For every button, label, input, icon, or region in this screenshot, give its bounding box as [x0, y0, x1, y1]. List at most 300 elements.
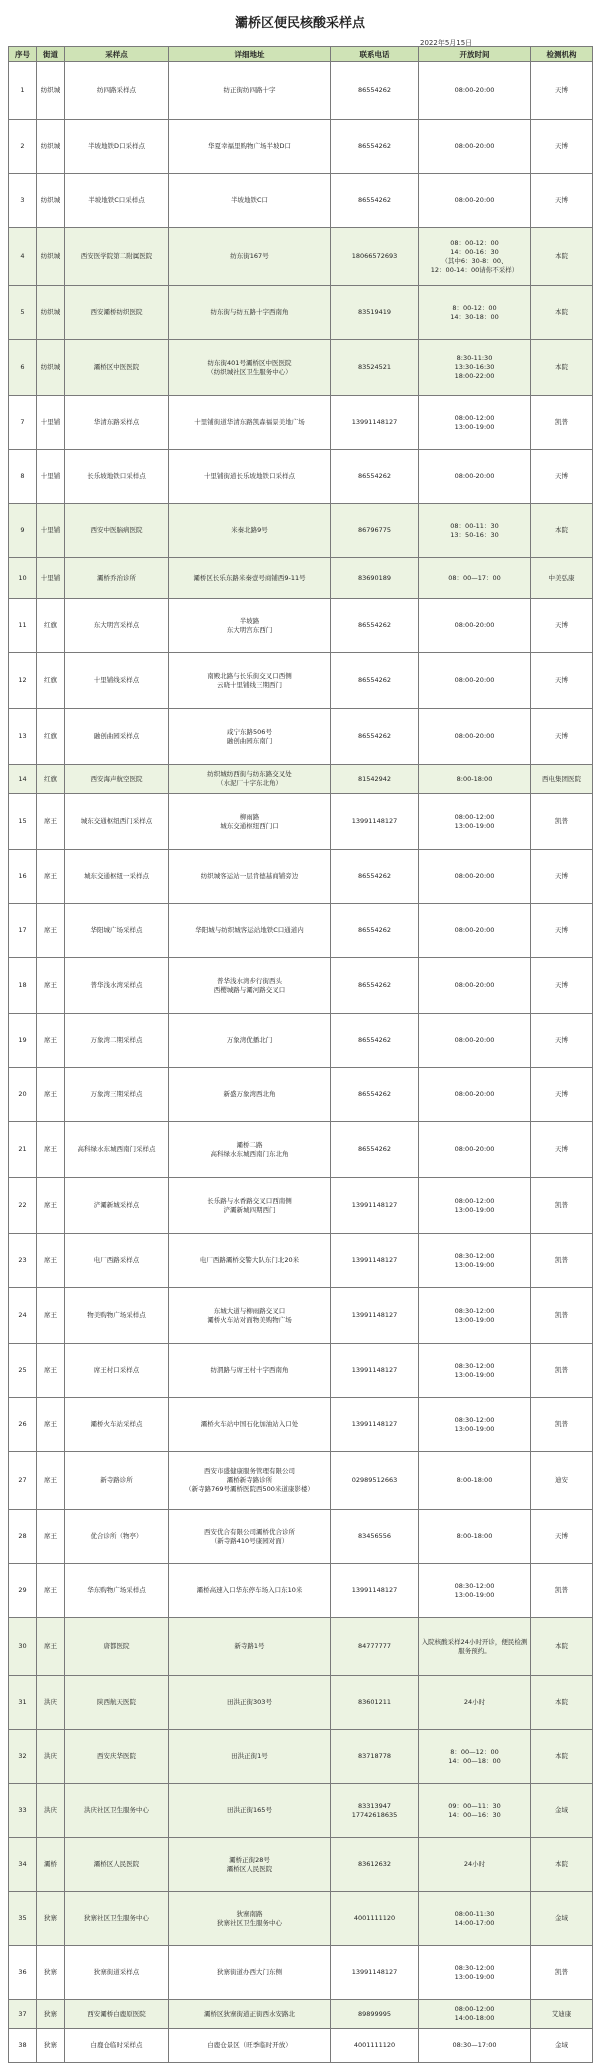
- row-phone: 83313947 17742618635: [331, 1784, 419, 1838]
- row-street: 席王: [37, 1014, 65, 1068]
- row-street: 席王: [37, 1068, 65, 1122]
- row-street: 席王: [37, 1510, 65, 1564]
- row-number: 37: [9, 2000, 37, 2029]
- table-row: [9, 765, 593, 794]
- row-phone: 86554262: [331, 120, 419, 174]
- row-hours: 8:00-18:00: [419, 765, 531, 794]
- row-address: 西安市盛健康服务管理有限公司 灞桥新寺路诊所 （新寺路769号灞桥医院西500米道康影楼）: [169, 1452, 331, 1510]
- row-phone: 86554262: [331, 850, 419, 904]
- row-site-name: 物美购物广场采样点: [65, 1288, 169, 1344]
- row-address: 普华浅水湾步行街西头 西樱城路与灞河路交叉口: [169, 958, 331, 1014]
- row-lab: 金域: [531, 1784, 593, 1838]
- row-hours: 08:00-12:00 13:00-19:00: [419, 396, 531, 450]
- table-row: [9, 653, 593, 709]
- row-address: 纺渭路与席王村十字西南角: [169, 1344, 331, 1398]
- row-hours: 08:30-12:00 13:00-19:00: [419, 1344, 531, 1398]
- table-row: [9, 794, 593, 850]
- row-hours: 08:30-12:00 13:00-19:00: [419, 1234, 531, 1288]
- row-phone: 18066572693: [331, 228, 419, 286]
- row-lab: 凯普: [531, 1344, 593, 1398]
- row-number: 12: [9, 653, 37, 709]
- row-site-name: 长乐坡地铁口采样点: [65, 450, 169, 504]
- row-lab: 本院: [531, 1838, 593, 1892]
- row-phone: 83690189: [331, 558, 419, 599]
- row-address: 白鹿仓景区（旺季临时开放）: [169, 2029, 331, 2063]
- row-street: 纺织城: [37, 120, 65, 174]
- row-street: 席王: [37, 1398, 65, 1452]
- row-hours: 8:00-18:00: [419, 1452, 531, 1510]
- row-phone: 13991148127: [331, 1234, 419, 1288]
- row-hours: 08:00-12:00 13:00-19:00: [419, 794, 531, 850]
- row-hours: 08：00-11：30 13：50-16：30: [419, 504, 531, 558]
- table-row: [9, 62, 593, 120]
- row-phone: 13991148127: [331, 396, 419, 450]
- row-phone: 86554262: [331, 653, 419, 709]
- row-hours: 08：00-12：00 14：00-16：30 （其中6：30-8：00、 12：00-14：00请你不采样）: [419, 228, 531, 286]
- row-hours: 08：00—17：00: [419, 558, 531, 599]
- row-site-name: 洪庆社区卫生服务中心: [65, 1784, 169, 1838]
- row-address: 半坡地铁C口: [169, 174, 331, 228]
- row-number: 23: [9, 1234, 37, 1288]
- row-site-name: 白鹿仓临时采样点: [65, 2029, 169, 2063]
- row-lab: 天博: [531, 709, 593, 765]
- row-site-name: 华东购物广场采样点: [65, 1564, 169, 1618]
- row-site-name: 席王村口采样点: [65, 1344, 169, 1398]
- row-number: 24: [9, 1288, 37, 1344]
- row-phone: 83612632: [331, 1838, 419, 1892]
- row-site-name: 新寺路诊所: [65, 1452, 169, 1510]
- row-street: 席王: [37, 1618, 65, 1676]
- row-phone: 83524521: [331, 340, 419, 396]
- row-site-name: 半坡地铁D口采样点: [65, 120, 169, 174]
- row-number: 10: [9, 558, 37, 599]
- row-address: 东城大道与柳雨路交叉口 灞桥火车站对面物美购物广场: [169, 1288, 331, 1344]
- row-hours: 08:00-20:00: [419, 1068, 531, 1122]
- row-address: 田洪正街1号: [169, 1730, 331, 1784]
- row-street: 洪庆: [37, 1784, 65, 1838]
- row-number: 25: [9, 1344, 37, 1398]
- row-street: 席王: [37, 1452, 65, 1510]
- table-row: [9, 1068, 593, 1122]
- row-site-name: 融创曲园采样点: [65, 709, 169, 765]
- row-hours: 08:00-12:00 13:00-19:00: [419, 1178, 531, 1234]
- row-phone: 86554262: [331, 1068, 419, 1122]
- row-address: 电厂西路灞桥交警大队东门北20米: [169, 1234, 331, 1288]
- row-lab: 天博: [531, 1068, 593, 1122]
- row-phone: 86554262: [331, 174, 419, 228]
- row-lab: 艾迪康: [531, 2000, 593, 2029]
- table-row: [9, 709, 593, 765]
- row-hours: 08:00-20:00: [419, 958, 531, 1014]
- row-lab: 本院: [531, 1730, 593, 1784]
- row-street: 洪庆: [37, 1730, 65, 1784]
- row-number: 14: [9, 765, 37, 794]
- row-number: 28: [9, 1510, 37, 1564]
- row-hours: 08:00-20:00: [419, 174, 531, 228]
- row-address: 华阳城与纺织城客运站地铁C口通道内: [169, 904, 331, 958]
- row-site-name: 西安医学院第二附属医院: [65, 228, 169, 286]
- row-phone: 13991148127: [331, 1178, 419, 1234]
- table-row: [9, 1892, 593, 1946]
- row-site-name: 华清东路采样点: [65, 396, 169, 450]
- table-row: [9, 1122, 593, 1178]
- row-street: 红旗: [37, 709, 65, 765]
- row-street: 十里铺: [37, 504, 65, 558]
- row-hours: 08:00-20:00: [419, 450, 531, 504]
- row-hours: 24小时: [419, 1676, 531, 1730]
- row-site-name: 万象湾三期采样点: [65, 1068, 169, 1122]
- row-phone: 86554262: [331, 62, 419, 120]
- row-address: 长乐路与水香路交叉口西南侧 浐灞新城四期西门: [169, 1178, 331, 1234]
- row-lab: 本院: [531, 1618, 593, 1676]
- table-row: [9, 286, 593, 340]
- row-phone: 86554262: [331, 709, 419, 765]
- row-hours: 08:00-20:00: [419, 709, 531, 765]
- row-phone: 86796775: [331, 504, 419, 558]
- row-address: 纺织城纺西街与纺东路交叉处 （水泥厂十字东北角）: [169, 765, 331, 794]
- row-site-name: 东大明宫采样点: [65, 599, 169, 653]
- header-cell: 详细地址: [169, 47, 331, 62]
- row-phone: 83456556: [331, 1510, 419, 1564]
- row-address: 南殿北路与长乐街交叉口西侧 云晓十里铺线三期西门: [169, 653, 331, 709]
- row-street: 席王: [37, 1564, 65, 1618]
- row-street: 席王: [37, 794, 65, 850]
- row-site-name: 城东交通枢纽一采样点: [65, 850, 169, 904]
- table-row: [9, 558, 593, 599]
- row-address: 十里铺街道长乐坡地铁口采样点: [169, 450, 331, 504]
- row-phone: 4001111120: [331, 2029, 419, 2063]
- row-phone: 02989512663: [331, 1452, 419, 1510]
- row-lab: 凯普: [531, 1564, 593, 1618]
- row-address: 灞桥区狄寨街道正街西水安路北: [169, 2000, 331, 2029]
- row-address: 纺东街与纺五路十字西南角: [169, 286, 331, 340]
- row-lab: 凯普: [531, 1398, 593, 1452]
- row-street: 狄寨: [37, 1946, 65, 2000]
- row-phone: 83519419: [331, 286, 419, 340]
- row-hours: 08:00-20:00: [419, 850, 531, 904]
- row-site-name: 灞桥区人民医院: [65, 1838, 169, 1892]
- row-hours: 08:00-12:00 14:00-18:00: [419, 2000, 531, 2029]
- table-header-row: [9, 47, 593, 62]
- row-street: 灞桥: [37, 1838, 65, 1892]
- table-row: [9, 1946, 593, 2000]
- row-number: 2: [9, 120, 37, 174]
- table-row: [9, 2029, 593, 2063]
- row-number: 27: [9, 1452, 37, 1510]
- table-row: [9, 1510, 593, 1564]
- row-number: 16: [9, 850, 37, 904]
- row-address: 华夏幸福里购物广场半坡D口: [169, 120, 331, 174]
- row-address: 灞桥高速入口华东停车场入口东10米: [169, 1564, 331, 1618]
- row-street: 十里铺: [37, 450, 65, 504]
- row-address: 纺东街401号灞桥区中医医院 （纺织城社区卫生服务中心）: [169, 340, 331, 396]
- row-number: 15: [9, 794, 37, 850]
- row-hours: 08:00-20:00: [419, 120, 531, 174]
- row-lab: 本院: [531, 340, 593, 396]
- row-number: 34: [9, 1838, 37, 1892]
- row-phone: 13991148127: [331, 794, 419, 850]
- row-number: 30: [9, 1618, 37, 1676]
- row-site-name: 唐都医院: [65, 1618, 169, 1676]
- row-site-name: 十里铺线采样点: [65, 653, 169, 709]
- row-phone: 13991148127: [331, 1946, 419, 2000]
- sampling-sites-table: [8, 46, 593, 2063]
- row-street: 席王: [37, 1234, 65, 1288]
- row-number: 6: [9, 340, 37, 396]
- table-row: [9, 1730, 593, 1784]
- table-row: [9, 504, 593, 558]
- row-lab: 中美弘康: [531, 558, 593, 599]
- row-address: 灞桥正街28号 灞桥区人民医院: [169, 1838, 331, 1892]
- row-lab: 凯普: [531, 1178, 593, 1234]
- table-row: [9, 1838, 593, 1892]
- row-street: 红旗: [37, 599, 65, 653]
- row-lab: 凯普: [531, 396, 593, 450]
- row-street: 席王: [37, 1122, 65, 1178]
- table-row: [9, 1398, 593, 1452]
- row-street: 十里铺: [37, 558, 65, 599]
- table-row: [9, 1014, 593, 1068]
- table-row: [9, 958, 593, 1014]
- row-site-name: 华阳城广场采样点: [65, 904, 169, 958]
- table-body: [9, 62, 593, 2063]
- row-site-name: 灞桥乔治诊所: [65, 558, 169, 599]
- row-phone: 13991148127: [331, 1564, 419, 1618]
- row-hours: 08:00-20:00: [419, 1014, 531, 1068]
- row-phone: 83601211: [331, 1676, 419, 1730]
- table-row: [9, 174, 593, 228]
- row-lab: 天博: [531, 450, 593, 504]
- row-hours: 8:00-18:00: [419, 1510, 531, 1564]
- row-phone: 86554262: [331, 958, 419, 1014]
- row-address: 纺东街167号: [169, 228, 331, 286]
- table-row: [9, 340, 593, 396]
- row-address: 纺织城客运站一层肯德基商铺旁边: [169, 850, 331, 904]
- row-address: 灞桥二路 高科绿水东城西南门东北角: [169, 1122, 331, 1178]
- row-street: 洪庆: [37, 1676, 65, 1730]
- table-row: [9, 1784, 593, 1838]
- row-number: 9: [9, 504, 37, 558]
- row-site-name: 灞桥火车站采样点: [65, 1398, 169, 1452]
- table-row: [9, 850, 593, 904]
- row-number: 11: [9, 599, 37, 653]
- row-street: 席王: [37, 904, 65, 958]
- row-number: 1: [9, 62, 37, 120]
- row-hours: 08:30-12:00 13:00-19:00: [419, 1564, 531, 1618]
- row-street: 席王: [37, 1178, 65, 1234]
- row-street: 红旗: [37, 765, 65, 794]
- row-lab: 天博: [531, 599, 593, 653]
- row-street: 狄寨: [37, 1892, 65, 1946]
- row-number: 38: [9, 2029, 37, 2063]
- row-street: 纺织城: [37, 286, 65, 340]
- row-lab: 天博: [531, 62, 593, 120]
- document-date: 2022年5月15日: [420, 39, 473, 47]
- row-number: 26: [9, 1398, 37, 1452]
- row-lab: 金域: [531, 1892, 593, 1946]
- row-lab: 天博: [531, 1510, 593, 1564]
- table-row: [9, 1564, 593, 1618]
- row-site-name: 狄寨社区卫生服务中心: [65, 1892, 169, 1946]
- row-street: 席王: [37, 1344, 65, 1398]
- row-address: 纺正街纺四路十字: [169, 62, 331, 120]
- header-cell: 街道: [37, 47, 65, 62]
- table-row: [9, 1676, 593, 1730]
- row-lab: 凯普: [531, 1234, 593, 1288]
- row-lab: 凯普: [531, 794, 593, 850]
- row-site-name: 西安海声航空医院: [65, 765, 169, 794]
- row-number: 31: [9, 1676, 37, 1730]
- table-row: [9, 599, 593, 653]
- row-hours: 08:00-20:00: [419, 62, 531, 120]
- row-number: 21: [9, 1122, 37, 1178]
- row-number: 17: [9, 904, 37, 958]
- table-row: [9, 228, 593, 286]
- row-phone: 81542942: [331, 765, 419, 794]
- header-cell: 开放时间: [419, 47, 531, 62]
- row-phone: 84777777: [331, 1618, 419, 1676]
- row-lab: 天博: [531, 174, 593, 228]
- row-address: 田洪正街165号: [169, 1784, 331, 1838]
- row-site-name: 西安中医脑病医院: [65, 504, 169, 558]
- row-number: 5: [9, 286, 37, 340]
- row-street: 纺织城: [37, 340, 65, 396]
- row-street: 席王: [37, 958, 65, 1014]
- row-number: 19: [9, 1014, 37, 1068]
- row-hours: 08:00-20:00: [419, 653, 531, 709]
- row-address: 西安优合有限公司灞桥优合诊所 （新寺路410号康园对面）: [169, 1510, 331, 1564]
- table-row: [9, 396, 593, 450]
- table-row: [9, 1344, 593, 1398]
- row-lab: 本院: [531, 504, 593, 558]
- row-address: 田洪正街303号: [169, 1676, 331, 1730]
- row-site-name: 万象湾二期采样点: [65, 1014, 169, 1068]
- header-cell: 检测机构: [531, 47, 593, 62]
- row-site-name: 优合诊所（物亭）: [65, 1510, 169, 1564]
- row-lab: 天博: [531, 958, 593, 1014]
- row-site-name: 城东交通枢纽西门采样点: [65, 794, 169, 850]
- row-address: 柳雨路 城东交通枢纽西门口: [169, 794, 331, 850]
- row-lab: 本院: [531, 228, 593, 286]
- row-number: 3: [9, 174, 37, 228]
- row-address: 咸宁东路506号 融创曲园东南门: [169, 709, 331, 765]
- table-row: [9, 904, 593, 958]
- row-street: 纺织城: [37, 228, 65, 286]
- row-lab: 本院: [531, 286, 593, 340]
- row-address: 狄寨南路 狄寨社区卫生服务中心: [169, 1892, 331, 1946]
- row-lab: 天博: [531, 850, 593, 904]
- row-site-name: 西安灞桥白鹿原医院: [65, 2000, 169, 2029]
- row-site-name: 西安灞桥纺织医院: [65, 286, 169, 340]
- document-title: 灞桥区便民核酸采样点: [234, 16, 365, 31]
- row-hours: 8：00—12：00 14：00—18：00: [419, 1730, 531, 1784]
- table-row: [9, 2000, 593, 2029]
- header-cell: 采样点: [65, 47, 169, 62]
- row-hours: 8：00-12：00 14：30-18：00: [419, 286, 531, 340]
- row-phone: 13991148127: [331, 1288, 419, 1344]
- row-phone: 13991148127: [331, 1398, 419, 1452]
- row-hours: 24小时: [419, 1838, 531, 1892]
- row-address: 新寺路1号: [169, 1618, 331, 1676]
- row-street: 十里铺: [37, 396, 65, 450]
- row-street: 狄寨: [37, 2000, 65, 2029]
- row-number: 35: [9, 1892, 37, 1946]
- row-address: 十里铺街道华清东路凯森福景美地广场: [169, 396, 331, 450]
- row-phone: 86554262: [331, 1014, 419, 1068]
- row-hours: 09：00—11：30 14：00—16：30: [419, 1784, 531, 1838]
- row-address: 灞桥区长乐东路米秦壹号商铺西9-11号: [169, 558, 331, 599]
- row-address: 灞桥火车站中国石化加油站入口处: [169, 1398, 331, 1452]
- row-address: 万象湾优播北门: [169, 1014, 331, 1068]
- row-hours: 08:30-12:00 13:00-19:00: [419, 1398, 531, 1452]
- header-cell: 序号: [9, 47, 37, 62]
- row-number: 22: [9, 1178, 37, 1234]
- row-lab: 天博: [531, 1014, 593, 1068]
- row-lab: 西电集团医院: [531, 765, 593, 794]
- row-phone: 86554262: [331, 599, 419, 653]
- row-hours: 8:30-11:30 13:30-16:30 18:00-22:00: [419, 340, 531, 396]
- row-lab: 凯普: [531, 1288, 593, 1344]
- row-site-name: 浐灞新城采样点: [65, 1178, 169, 1234]
- row-number: 29: [9, 1564, 37, 1618]
- header-cell: 联系电话: [331, 47, 419, 62]
- row-site-name: 高科绿水东城西南门采样点: [65, 1122, 169, 1178]
- row-address: 半坡路 东大明宫东西门: [169, 599, 331, 653]
- row-phone: 83718778: [331, 1730, 419, 1784]
- row-address: 狄寨街道办西大门东侧: [169, 1946, 331, 2000]
- row-lab: 本院: [531, 1676, 593, 1730]
- row-number: 8: [9, 450, 37, 504]
- row-hours: 08:30-12:00 13:00-19:00: [419, 1288, 531, 1344]
- row-street: 红旗: [37, 653, 65, 709]
- row-lab: 天博: [531, 904, 593, 958]
- row-hours: 08:30-12:00 13:00-19:00: [419, 1946, 531, 2000]
- row-site-name: 西安庆华医院: [65, 1730, 169, 1784]
- row-street: 席王: [37, 1288, 65, 1344]
- row-street: 席王: [37, 850, 65, 904]
- table-row: [9, 450, 593, 504]
- table-row: [9, 1288, 593, 1344]
- table-row: [9, 120, 593, 174]
- row-number: 4: [9, 228, 37, 286]
- row-number: 33: [9, 1784, 37, 1838]
- row-phone: 13991148127: [331, 1344, 419, 1398]
- row-street: 狄寨: [37, 2029, 65, 2063]
- row-hours: 08:00-11:30 14:00-17:00: [419, 1892, 531, 1946]
- row-hours: 入院核酸采样24小时开诊，便民检测服务预约。: [419, 1618, 531, 1676]
- table-row: [9, 1618, 593, 1676]
- row-street: 纺织城: [37, 174, 65, 228]
- row-hours: 08:00-20:00: [419, 904, 531, 958]
- row-number: 32: [9, 1730, 37, 1784]
- row-site-name: 纺四路采样点: [65, 62, 169, 120]
- row-number: 36: [9, 1946, 37, 2000]
- row-phone: 89899995: [331, 2000, 419, 2029]
- row-number: 20: [9, 1068, 37, 1122]
- row-number: 7: [9, 396, 37, 450]
- row-phone: 86554262: [331, 904, 419, 958]
- row-site-name: 灞桥区中医医院: [65, 340, 169, 396]
- row-lab: 天博: [531, 120, 593, 174]
- row-lab: 迪安: [531, 1452, 593, 1510]
- row-hours: 08:00-20:00: [419, 1122, 531, 1178]
- row-lab: 天博: [531, 653, 593, 709]
- row-site-name: 狄寨街道采样点: [65, 1946, 169, 2000]
- row-site-name: 半坡地铁C口采样点: [65, 174, 169, 228]
- row-site-name: 电厂西路采样点: [65, 1234, 169, 1288]
- table-row: [9, 1234, 593, 1288]
- table-row: [9, 1452, 593, 1510]
